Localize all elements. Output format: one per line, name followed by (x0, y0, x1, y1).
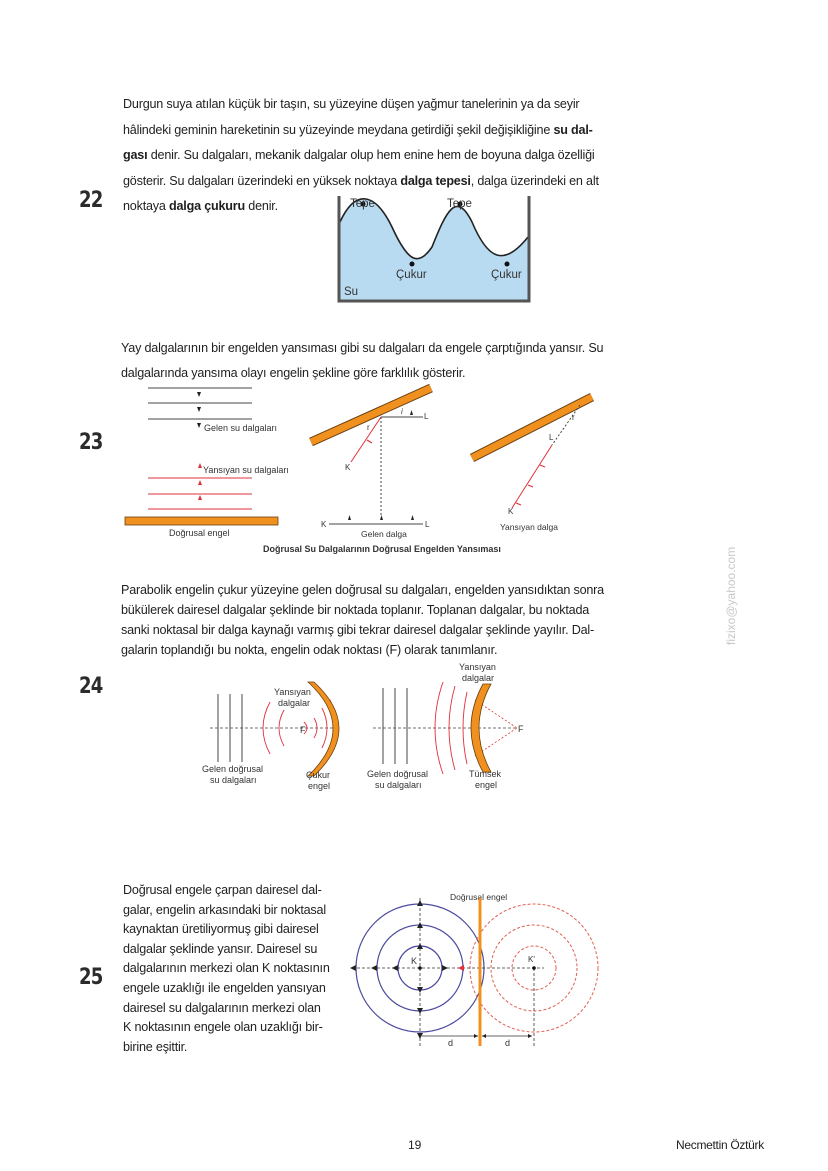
text-line: dalgalarında yansıma olayı engelin şekline göre farklılık gösterir. (121, 366, 466, 380)
label-reflected-right-1: Yansıyan (459, 662, 496, 672)
label-K-bottom: K (321, 520, 327, 529)
label-barrier-right-1: Tümsek (469, 769, 502, 779)
straight-reflection-diagram (120, 384, 300, 544)
text-line: Parabolik engelin çukur yüzeyine gelen doğrusal su dalgaları, engelden yansıdıktan sonra (121, 583, 604, 597)
section-25-text (123, 881, 333, 1057)
label-incoming-left-1: Gelen doğrusal (202, 764, 264, 774)
text-line: Durgun suya atılan küçük bir taşın, su yüzeyine düşen yağmur tanelerinin ya da seyir (123, 97, 580, 111)
label-angle-r-2: r (572, 413, 575, 422)
label-K-image: K' (528, 955, 535, 964)
label-focus-left: F (300, 725, 306, 735)
label-reflected-left-2: dalgalar (278, 698, 311, 708)
label-trough-2: Çukur (491, 269, 522, 281)
label-angle-r: r (367, 423, 370, 432)
label-incoming-waves: Gelen su dalgaları (204, 423, 278, 433)
label-incoming-left-2: su dalgaları (210, 775, 257, 785)
watermark-email: fizixo@yahoo.com (724, 546, 738, 645)
label-incoming-right-1: Gelen doğrusal (367, 769, 429, 779)
label-distance-right: d (505, 1038, 511, 1048)
section-24-text (121, 580, 604, 660)
text-line: gösterir. Su dalgaları üzerindeki en yüksek noktaya dalga tepesi, dalga üzerindeki en alt (123, 173, 599, 188)
text-line: hâlindeki geminin hareketinin su yüzeyinde meydana getirdiği şekil değişikliğine su dal- (123, 122, 593, 137)
label-reflected-wave: Yansıyan dalga (500, 522, 558, 532)
water-wave-diagram (336, 192, 532, 304)
text-line: dalgalarının merkezi olan K noktasının (123, 961, 330, 976)
text-line: Yay dalgalarının bir engelden yansıması gibi su dalgaları da engele çarptığında yansır. Su (121, 341, 604, 355)
label-barrier-left-1: Çukur (306, 770, 331, 780)
label-reflected-right-2: dalgalar (462, 673, 495, 683)
figure-caption-23: Doğrusal Su Dalgalarının Doğrusal Engelden Yansıması (263, 544, 501, 554)
text-line: engele uzaklığı ile engelden yansıyan (123, 980, 326, 995)
label-distance-left: d (448, 1038, 454, 1048)
label-trough-1: Çukur (396, 269, 427, 281)
trough-point-1 (410, 262, 415, 267)
label-K-source: K (411, 956, 418, 966)
label-crest-2: Tepe (447, 198, 472, 210)
text-line: birine eşittir. (123, 1039, 188, 1054)
text-line: bükülerek dairesel dalgalar şeklinde bir noktada toplanır. Toplanan dalgalar, bu noktada (121, 603, 590, 617)
label-incoming-right-2: su dalgaları (375, 780, 422, 790)
text-line: kaynaktan üretiliyormuş gibi dairesel (123, 922, 319, 937)
label-reflected-waves: Yansıyan su dalgaları (203, 465, 289, 475)
label-barrier-right-2: engel (475, 780, 498, 790)
text-line: noktaya dalga çukuru denir. (123, 199, 278, 213)
concave-barrier (308, 682, 339, 776)
text-line: sanki noktasal bir dalga kaynağı varmış gibi tekrar dairesel dalgalar şeklinde yayılır. Dal- (121, 623, 594, 637)
angled-incidence-diagram (305, 382, 440, 542)
page-number: 19 (408, 1138, 422, 1152)
label-L-2: L (549, 433, 554, 442)
label-water: Su (344, 286, 359, 298)
label-barrier-25: Doğrusal engel (450, 892, 508, 902)
label-L-top: L (424, 412, 429, 421)
concave-barrier-diagram (196, 660, 356, 795)
trough-point-2 (505, 262, 510, 267)
label-barrier-left-2: engel (308, 781, 331, 791)
text-line: K noktasının engele olan uzaklığı bir- (123, 1020, 323, 1035)
circular-reflection-diagram (348, 886, 603, 1051)
author-name: Necmettin Öztürk (676, 1138, 764, 1152)
label-straight-barrier: Doğrusal engel (169, 528, 230, 538)
label-K-mid: K (345, 463, 351, 472)
section-number-22: 22 (79, 188, 103, 213)
text-line: galar, engelin arkasındaki bir noktasal (123, 902, 326, 917)
reflected-wave-diagram (468, 390, 598, 535)
text-line: dairesel su dalgalarının merkezi olan (123, 1000, 321, 1015)
label-focus-right: F (518, 724, 524, 734)
text-line: galarin toplandığı bu nokta, engelin odak noktası (F) olarak tanımlanır. (121, 643, 498, 657)
text-line: Doğrusal engele çarpan dairesel dal- (123, 883, 322, 897)
straight-barrier (125, 517, 278, 525)
text-line: gası denir. Su dalgaları, mekanik dalgalar olup hem enine hem de boyuna dalga özelliği (123, 148, 595, 162)
section-number-25: 25 (79, 965, 103, 990)
section-number-23: 23 (79, 430, 103, 455)
label-L-bottom: L (425, 520, 430, 529)
label-reflected-left-1: Yansıyan (274, 687, 311, 697)
convex-barrier-diagram (365, 660, 540, 795)
label-incident-wave: Gelen dalga (361, 529, 407, 539)
section-23-text (121, 336, 604, 386)
text-line: dalgalar şeklinde yansır. Dairesel su (123, 941, 318, 956)
label-K-2: K (508, 507, 514, 516)
section-number-24: 24 (79, 674, 103, 699)
label-crest-1: Tepe (350, 198, 375, 210)
label-angle-i: i (401, 407, 403, 416)
